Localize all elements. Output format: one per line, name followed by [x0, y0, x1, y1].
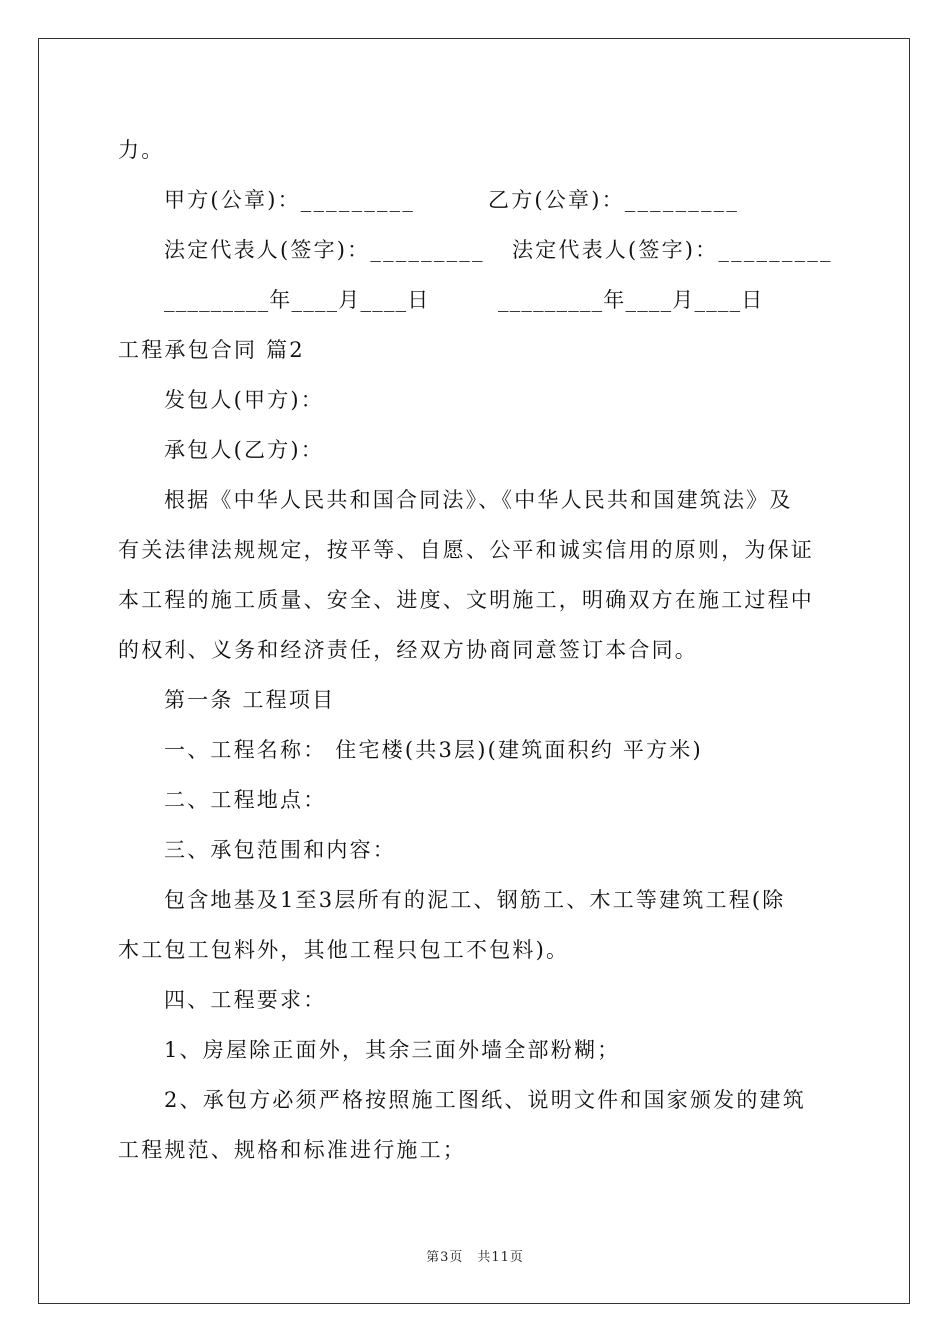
article-heading: 第一条 工程项目: [164, 688, 336, 712]
paragraph-line: 2、承包方必须严格按照施工图纸、说明文件和国家颁发的建筑: [164, 1088, 806, 1112]
paragraph-line: 木工包工包料外，其他工程只包工不包料)。: [118, 938, 570, 962]
party-b-representative: 法定代表人(签字)：_________: [512, 238, 833, 262]
party-a-representative: 法定代表人(签字)：_________: [164, 238, 485, 262]
paragraph-line: 工程规范、规格和标准进行施工；: [118, 1138, 466, 1162]
page-border: [38, 38, 910, 1304]
paragraph-line: 的权利、义务和经济责任，经双方协商同意签订本合同。: [118, 638, 698, 662]
party-a-seal: 甲方(公章)：_________: [164, 188, 416, 212]
paragraph-line: 有关法律法规规定，按平等、自愿、公平和诚实信用的原则，为保证: [118, 538, 814, 562]
text-line: 发包人(甲方)：: [164, 388, 324, 412]
party-a-date: _________年____月____日: [164, 288, 430, 312]
text-line: 承包人(乙方)：: [164, 438, 324, 462]
paragraph-line: 包含地基及1至3层所有的泥工、钢筋工、木工等建筑工程(除: [164, 888, 786, 912]
page-footer: 第3页 共11页: [426, 1250, 524, 1265]
text-line: 四、工程要求：: [164, 988, 327, 1012]
text-line: 一、工程名称： 住宅楼(共3层)(建筑面积约 平方米): [164, 738, 703, 762]
text-line: 1、房屋除正面外，其余三面外墙全部粉糊；: [164, 1038, 621, 1062]
text-line: 力。: [118, 138, 165, 162]
section-heading: 工程承包合同 篇2: [118, 338, 305, 362]
paragraph-line: 本工程的施工质量、安全、进度、文明施工，明确双方在施工过程中: [118, 588, 814, 612]
paragraph-line: 根据《中华人民共和国合同法》、《中华人民共和国建筑法》及: [164, 488, 793, 512]
party-b-date: _________年____月____日: [498, 288, 764, 312]
text-line: 三、承包范围和内容：: [164, 838, 396, 862]
text-line: 二、工程地点：: [164, 788, 327, 812]
party-b-seal: 乙方(公章)：_________: [488, 188, 740, 212]
